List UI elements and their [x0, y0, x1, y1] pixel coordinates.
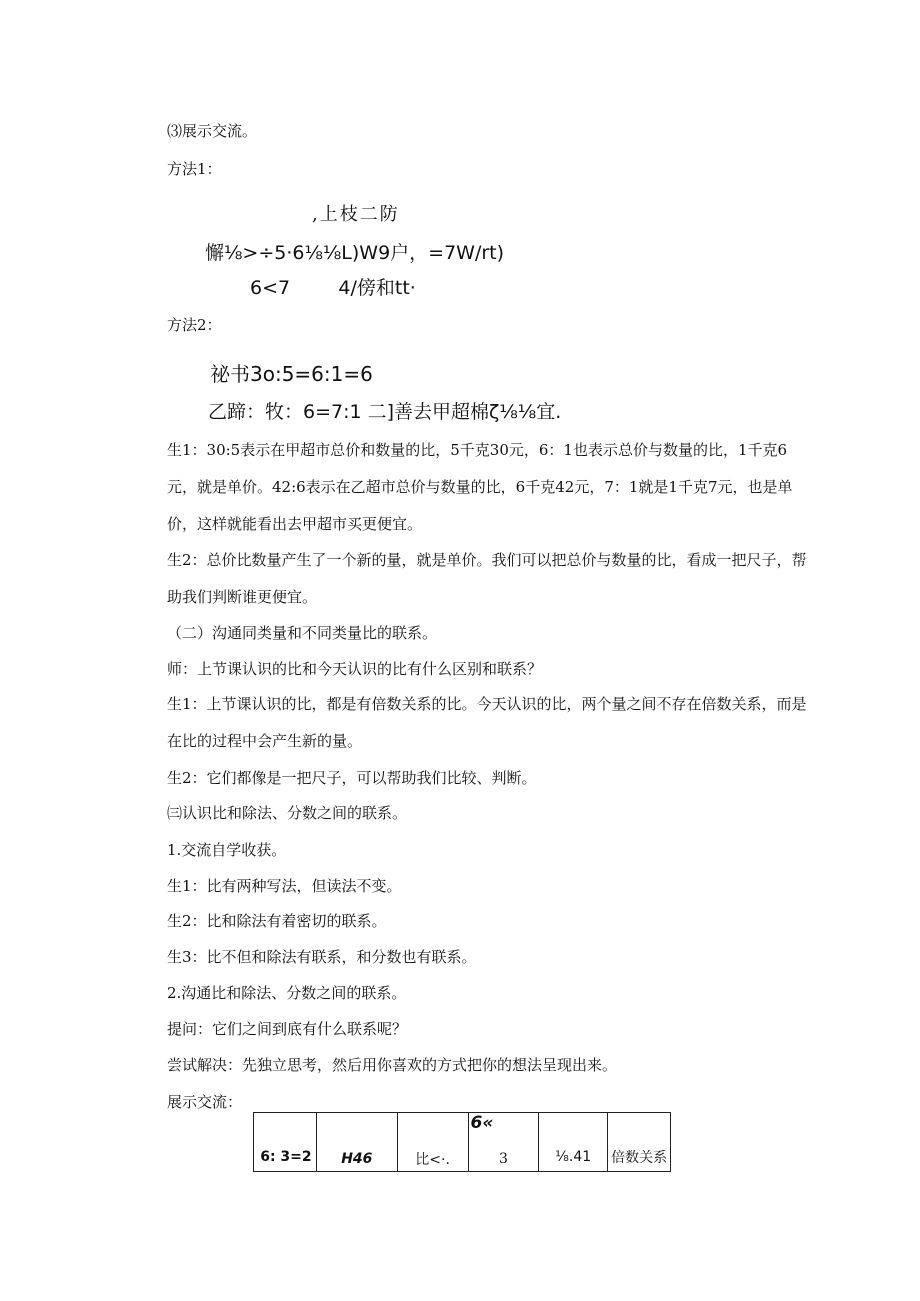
comparison-table	[253, 1112, 671, 1172]
table-cell-relation: 倍数关系	[608, 1113, 671, 1172]
table-cell-h46: H46	[316, 1113, 397, 1172]
table-cell-ratio: 比<·.	[397, 1113, 468, 1172]
teacher-question: 师：上节课认识的比和今天认识的比有什么区别和联系？	[167, 660, 543, 678]
step-2: 2.沟通比和除法、分数之间的联系。	[167, 984, 407, 1002]
table-row	[254, 1113, 671, 1172]
table-cell-fraction	[468, 1113, 539, 1172]
method-1-handwriting-line-1: ,上枝二防	[312, 204, 400, 225]
section-heading-3: ㈢认识比和除法、分数之间的联系。	[167, 804, 408, 822]
student-1-reply: 生1：比有两种写法，但读法不变。	[167, 877, 402, 895]
student-2-reply: 生2：比和除法有着密切的联系。	[167, 912, 387, 930]
try-solve: 尝试解决：先独立思考，然后用你喜欢的方式把你的想法呈现出来。	[167, 1056, 618, 1074]
table-cell-value: ⅛.41	[539, 1113, 608, 1172]
student-2-answer-b: 生2：它们都像是一把尺子，可以帮助我们比较、判断。	[167, 769, 537, 787]
table-cell-division: 6: 3=2	[254, 1113, 317, 1172]
fraction-top-text: 6«	[470, 1113, 494, 1133]
fraction-bottom-text: 3	[498, 1151, 508, 1167]
student-3-reply: 生3：比不但和除法有联系，和分数也有联系。	[167, 948, 477, 966]
student-1-answer: 生1：30:5表示在甲超市总价和数量的比，5千克30元，6：1也表示总价与数量的比，1千克6元，就是单价。42:6表示在乙超市总价与数量的比，6千克42元，7：1就是1千克7元，也是单价，这样就能看出去甲超市买更便宜。	[167, 441, 793, 533]
section-heading-2: （二）沟通同类量和不同类量比的联系。	[167, 624, 438, 642]
method-1-label: 方法1：	[167, 160, 222, 178]
section-label-3: ⑶展示交流。	[167, 122, 258, 140]
question: 提问：它们之间到底有什么联系呢？	[167, 1020, 408, 1038]
method-1-handwriting-line-3: 6<7 4/傍和tt·	[250, 277, 416, 299]
method-2-handwriting-line-1: 祕书3o:5=6:1=6	[210, 362, 373, 386]
method-1-handwriting-line-2: 懈⅛>÷5·6⅛⅛L)W9户，=7W/rt)	[205, 242, 505, 264]
student-1-answer-b: 生1：上节课认识的比，都是有倍数关系的比。今天认识的比，两个量之间不存在倍数关系，而是在比的过程中会产生新的量。	[167, 695, 807, 750]
student-2-answer: 生2：总价比数量产生了一个新的量，就是单价。我们可以把总价与数量的比，看成一把尺子，帮助我们判断谁更便宜。	[167, 551, 807, 606]
show-exchange: 展示交流：	[167, 1093, 243, 1111]
method-2-label: 方法2：	[167, 316, 222, 334]
step-1: 1.交流自学收获。	[167, 841, 287, 859]
method-2-handwriting-line-2: 乙蹄：牧：6=7:1 二]善去甲超棉ζ⅛⅛宜.	[208, 401, 562, 423]
